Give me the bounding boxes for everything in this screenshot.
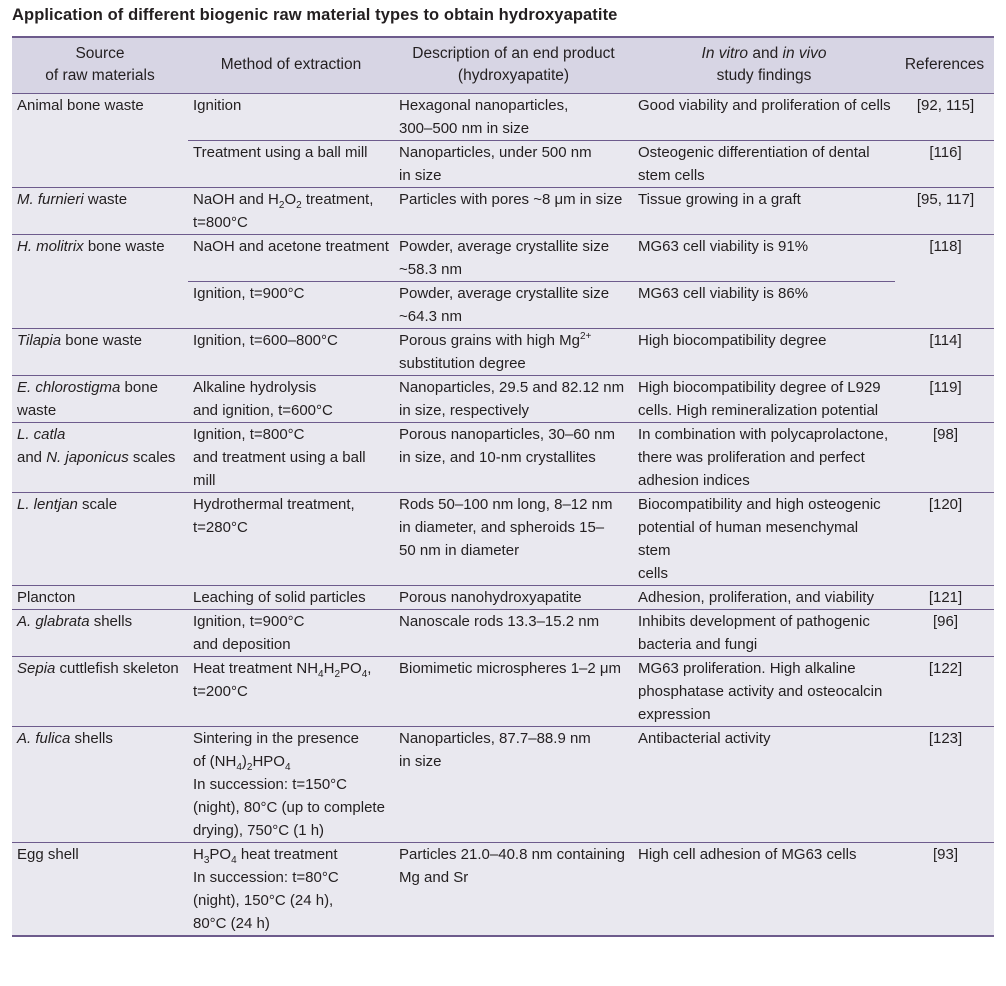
- description-cell: Hexagonal nanoparticles, 300–500 nm in size: [394, 93, 633, 140]
- reference-cell: [92, 115]: [895, 93, 994, 140]
- description-cell: Rods 50–100 nm long, 8–12 nm in diameter, and spheroids 15– 50 nm in diameter: [394, 492, 633, 585]
- method-cell: NaOH and acetone treatment: [188, 234, 394, 281]
- source-cell: Plancton: [12, 585, 188, 609]
- source-cell: M. furnieri waste: [12, 187, 188, 234]
- source-cell: E. chlorostigma bone waste: [12, 375, 188, 422]
- table-row: [12, 328, 994, 375]
- findings-cell: Good viability and proliferation of cells: [633, 93, 895, 140]
- header-source: Source of raw materials: [45, 45, 155, 85]
- reference-cell: [120]: [895, 492, 994, 585]
- findings-cell: MG63 cell viability is 86%: [633, 281, 895, 328]
- reference-cell: [114]: [895, 328, 994, 375]
- table-title: Application of different biogenic raw material types to obtain hydroxyapatite: [12, 6, 618, 24]
- reference-cell: [95, 117]: [895, 187, 994, 234]
- description-cell: Powder, average crystallite size ~58.3 nm: [394, 234, 633, 281]
- method-cell: Leaching of solid particles: [188, 585, 394, 609]
- findings-cell: MG63 cell viability is 91%: [633, 234, 895, 281]
- method-cell: Ignition, t=900°C: [188, 281, 394, 328]
- description-cell: Nanoscale rods 13.3–15.2 nm: [394, 609, 633, 656]
- table-row: [12, 842, 994, 936]
- table-row: [12, 93, 994, 140]
- findings-cell: MG63 proliferation. High alkaline phosphatase activity and osteocalcin expression: [633, 656, 895, 726]
- source-cell: L. lentjan scale: [12, 492, 188, 585]
- table-row: [12, 656, 994, 726]
- description-cell: Particles with pores ~8 μm in size: [394, 187, 633, 234]
- source-cell: A. glabrata shells: [12, 609, 188, 656]
- reference-cell: [123]: [895, 726, 994, 842]
- description-cell: Porous nanohydroxyapatite: [394, 585, 633, 609]
- method-cell: Treatment using a ball mill: [188, 140, 394, 187]
- source-cell: H. molitrix bone waste: [12, 234, 188, 328]
- reference-cell: [93]: [895, 842, 994, 936]
- method-cell: Ignition, t=900°C and deposition: [188, 609, 394, 656]
- table-row: [12, 375, 994, 422]
- findings-cell: High biocompatibility degree of L929 cells. High remineralization potential: [633, 375, 895, 422]
- reference-cell: [98]: [895, 422, 994, 492]
- header-description: Description of an end product (hydroxyapatite): [412, 45, 615, 85]
- source-cell: Tilapia bone waste: [12, 328, 188, 375]
- header-findings: In vitro and in vivo study findings: [701, 45, 827, 85]
- description-cell: Porous grains with high $Mg^{2+}$ substitution degree: [394, 328, 633, 375]
- method-cell: Hydrothermal treatment, t=280°C: [188, 492, 394, 585]
- description-cell: Porous nanoparticles, 30–60 nm in size, and 10-nm crystallites: [394, 422, 633, 492]
- findings-cell: Tissue growing in a graft: [633, 187, 895, 234]
- header-references: References: [904, 56, 985, 74]
- description-cell: Nanoparticles, under 500 nm in size: [394, 140, 633, 187]
- source-cell: L. catla and N. japonicus scales: [12, 422, 188, 492]
- hydroxyapatite-table: [12, 36, 994, 937]
- reference-cell: [116]: [895, 140, 994, 187]
- source-cell: A. fulica shells: [12, 726, 188, 842]
- reference-cell: [121]: [895, 585, 994, 609]
- table-row: [12, 585, 994, 609]
- header-method: Method of extraction: [220, 56, 362, 74]
- method-cell: Ignition, t=800°C and treatment using a ball mill: [188, 422, 394, 492]
- reference-cell: [122]: [895, 656, 994, 726]
- method-cell: $H_3PO_4$ heat treatment In succession: t=80°C (night), 150°C (24 h), 80°C (24 h): [188, 842, 394, 936]
- findings-cell: Osteogenic differentiation of dental stem cells: [633, 140, 895, 187]
- table-row: [12, 492, 994, 585]
- method-cell: Heat treatment $NH_4H_2PO_4$, t=200°C: [188, 656, 394, 726]
- description-cell: Nanoparticles, 87.7–88.9 nm in size: [394, 726, 633, 842]
- description-cell: Powder, average crystallite size ~64.3 nm: [394, 281, 633, 328]
- table-body: [12, 93, 994, 936]
- method-cell: Ignition, t=600–800°C: [188, 328, 394, 375]
- method-cell: Sintering in the presence of $(NH_4)_2HPO_4$ In succession: t=150°C (night), 80°C (up to complete drying), 750°C (1 h): [188, 726, 394, 842]
- reference-cell: [119]: [895, 375, 994, 422]
- description-cell: Nanoparticles, 29.5 and 82.12 nm in size, respectively: [394, 375, 633, 422]
- source-cell: Animal bone waste: [12, 93, 188, 187]
- findings-cell: Antibacterial activity: [633, 726, 895, 842]
- findings-cell: Biocompatibility and high osteogenic potential of human mesenchymal stem cells: [633, 492, 895, 585]
- reference-cell: [118]: [895, 234, 994, 328]
- findings-cell: High cell adhesion of MG63 cells: [633, 842, 895, 936]
- findings-cell: High biocompatibility degree: [633, 328, 895, 375]
- table-row: [12, 187, 994, 234]
- description-cell: Biomimetic microspheres 1–2 μm: [394, 656, 633, 726]
- table-row: [12, 609, 994, 656]
- table-row: [12, 234, 994, 281]
- findings-cell: Inhibits development of pathogenic bacteria and fungi: [633, 609, 895, 656]
- method-cell: Alkaline hydrolysis and ignition, t=600°C: [188, 375, 394, 422]
- source-cell: Egg shell: [12, 842, 188, 936]
- table-header: [12, 37, 994, 93]
- method-cell: NaOH and $H_2O_2$ treatment, t=800°C: [188, 187, 394, 234]
- source-cell: Sepia cuttlefish skeleton: [12, 656, 188, 726]
- reference-cell: [96]: [895, 609, 994, 656]
- table-row: [12, 422, 994, 492]
- table-row: [12, 726, 994, 842]
- method-cell: Ignition: [188, 93, 394, 140]
- findings-cell: In combination with polycaprolactone, there was proliferation and perfect adhesion indices: [633, 422, 895, 492]
- description-cell: Particles 21.0–40.8 nm containing Mg and Sr: [394, 842, 633, 936]
- findings-cell: Adhesion, proliferation, and viability: [633, 585, 895, 609]
